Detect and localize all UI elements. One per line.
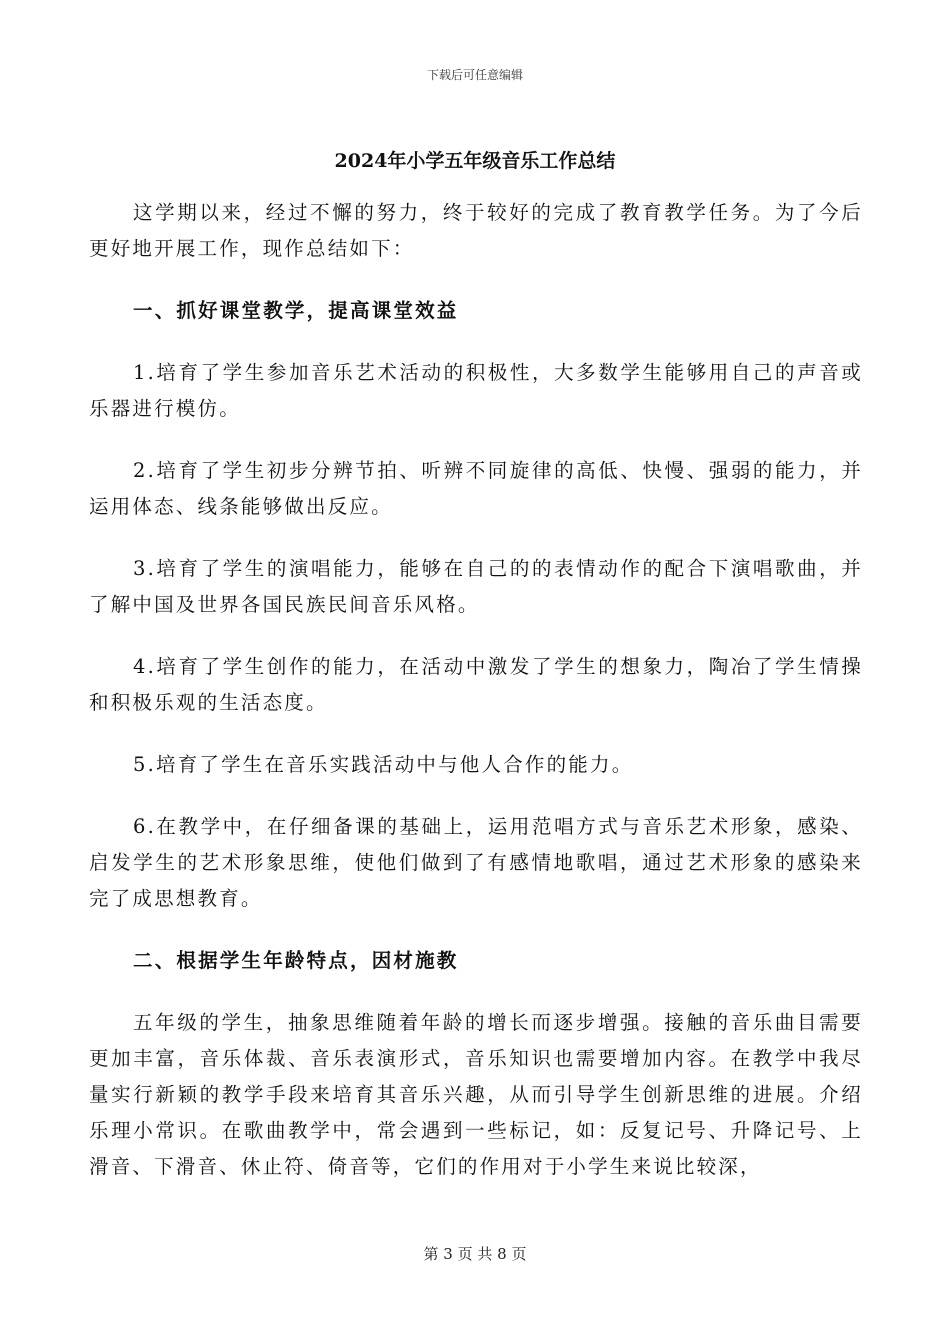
list-item: 2.培育了学生初步分辨节拍、听辨不同旋律的高低、快慢、强弱的能力，并运用体态、线条能够做出反应。	[89, 459, 863, 518]
section-heading-2: 二、根据学生年龄特点，因材施教	[133, 949, 459, 972]
list-item: 5.培育了学生在音乐实践活动中与他人合作的能力。	[133, 753, 634, 776]
section-heading-1: 一、抓好课堂教学，提高课堂效益	[133, 299, 459, 322]
list-item: 6.在教学中，在仔细备课的基础上，运用范唱方式与音乐艺术形象，感染、启发学生的艺术形象思维，使他们做到了有感情地歌唱，通过艺术形象的感染来完了成思想教育。	[89, 815, 863, 910]
page-number: 第 3 页 共 8 页	[423, 1245, 527, 1263]
header-note: 下载后可任意编辑	[426, 68, 523, 82]
document-title: 2024年小学五年级音乐工作总结	[334, 150, 616, 172]
list-item: 4.培育了学生创作的能力，在活动中激发了学生的想象力，陶冶了学生情操和积极乐观的生活态度。	[89, 655, 863, 714]
section-2-paragraph: 五年级的学生，抽象思维随着年龄的增长而逐步增强。接触的音乐曲目需要更加丰富，音乐体裁、音乐表演形式，音乐知识也需要增加内容。在教学中我尽量实行新颖的教学手段来培育其音乐兴趣，从而引导学生创新思维的进展。介绍乐理小常识。在歌曲教学中，常会遇到一些标记，如：反复记号、升降记号、上滑音、下滑音、休止符、倚音等，它们的作用对于小学生来说比较深，	[89, 1011, 863, 1178]
list-item: 3.培育了学生的演唱能力，能够在自己的的表情动作的配合下演唱歌曲，并了解中国及世界各国民族民间音乐风格。	[89, 557, 863, 616]
list-item: 1.培育了学生参加音乐艺术活动的积极性，大多数学生能够用自己的声音或乐器进行模仿。	[89, 361, 863, 420]
document-body	[89, 195, 863, 1185]
intro-paragraph: 这学期以来，经过不懈的努力，终于较好的完成了教育教学任务。为了今后更好地开展工作，现作总结如下：	[89, 201, 863, 260]
